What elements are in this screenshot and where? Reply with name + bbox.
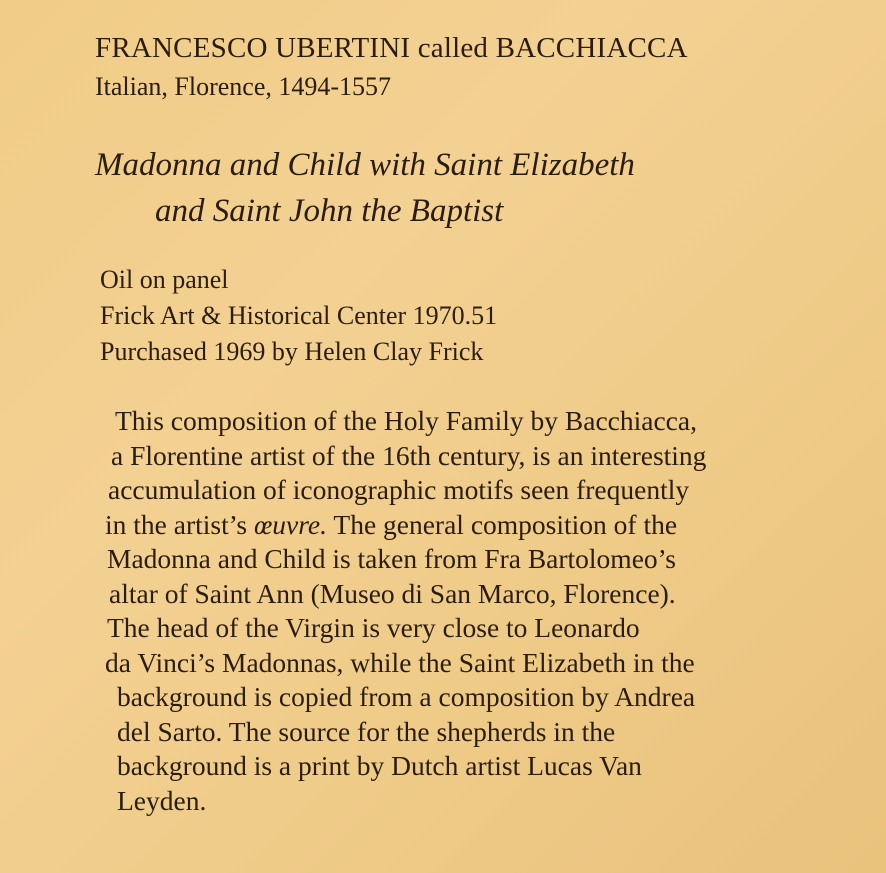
description-line: accumulation of iconographic motifs seen frequently [108,474,690,505]
artwork-title-line-1: Madonna and Child with Saint Elizabeth [95,147,635,183]
description-line: del Sarto. The source for the shepherds in the [117,715,616,747]
artist-nationality-dates: Italian, Florence, 1494-1557 [95,72,392,101]
artwork-provenance: Purchased 1969 by Helen Clay Frick [100,337,484,366]
description-text: in the artist’s [105,508,254,540]
description-text: The general composition of the [327,508,678,540]
artwork-medium: Oil on panel [100,265,229,294]
description-line: Madonna and Child is taken from Fra Bartolomeo’s [107,543,677,574]
artwork-collection: Frick Art & Historical Center 1970.51 [100,301,498,330]
description-line: altar of Saint Ann (Museo di San Marco, Florence). [109,577,676,609]
artwork-title-line-2: and Saint John the Baptist [155,193,504,229]
description-line: da Vinci’s Madonnas, while the Saint Elizabeth in the [105,646,695,678]
description-line-with-italic [103,508,706,543]
description-line: a Florentine artist of the 16th century, is an interesting [111,439,707,471]
artist-name: FRANCESCO UBERTINI called BACCHIACCA [95,32,688,64]
description-line: background is a print by Dutch artist Lucas Van [117,750,642,781]
description-italic-term: œuvre. [253,508,328,540]
artwork-details [100,262,497,370]
description-line: Leyden. [117,784,207,816]
artwork-title [95,142,635,234]
artwork-description [103,404,706,818]
description-line: This composition of the Holy Family by Bacchiacca, [115,405,697,436]
description-line: The head of the Virgin is very close to Leonardo [107,612,640,643]
description-line: background is copied from a composition by Andrea [117,681,696,712]
